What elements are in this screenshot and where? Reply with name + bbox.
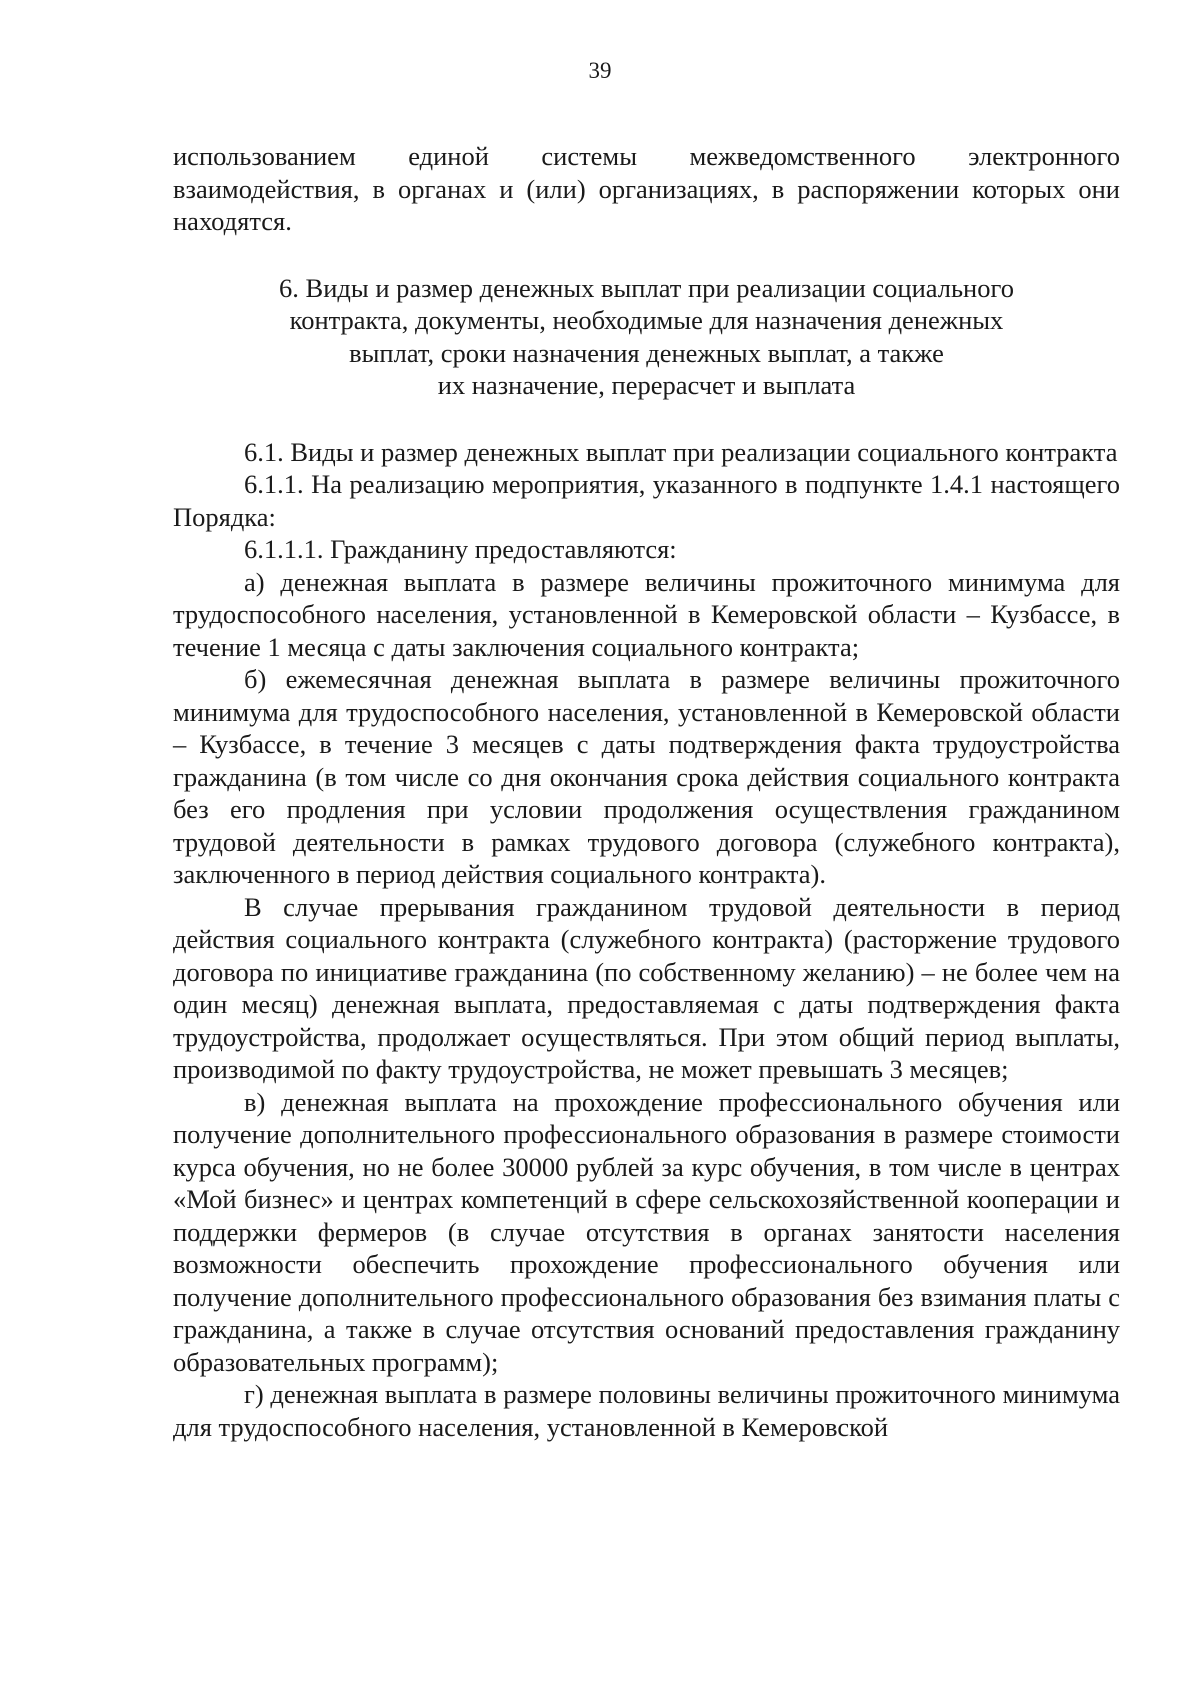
section-heading-line: контракта, документы, необходимые для назначения денежных [289, 305, 1004, 335]
list-item-b: б) ежемесячная денежная выплата в размере величины прожиточного минимума для трудоспособного населения, установленной в Кемеровской области – Кузбассе, в течение 3 месяцев с даты подтверждения факта трудоустройства гражданина (в том числе со дня окончания срока действия социального контракта без его продления при условии продолжения осуществления гражданином трудовой деятельности в рамках трудового договора (служебного контракта), заключенного в период действия социального контракта). [173, 664, 1120, 889]
page-number: 39 [588, 58, 612, 83]
section-heading-line: выплат, сроки назначения денежных выплат, а также [349, 337, 944, 368]
paragraph-6-1-1-1: 6.1.1.1. Гражданину предоставляются: [244, 534, 677, 564]
section-heading-line: их назначение, перерасчет и выплата [437, 370, 856, 400]
list-item-a: а) денежная выплата в размере величины прожиточного минимума для трудоспособного населения, установленной в Кемеровской области – Кузбассе, в течение 1 месяца с даты заключения социального контракта; [173, 566, 1120, 662]
paragraph-6-1-1: 6.1.1. На реализацию мероприятия, указанного в подпункте 1.4.1 настоящего Порядка: [173, 469, 1120, 532]
section-heading-line: 6. Виды и размер денежных выплат при реализации социального [279, 272, 1014, 303]
paragraph-6-1: 6.1. Виды и размер денежных выплат при реализации социального контракта [244, 436, 1118, 467]
intro-paragraph: использованием единой системы межведомственного электронного взаимодействия, в органах и (или) организациях, в распоряжении которых они находятся. [173, 141, 1120, 236]
paragraph-interruption: В случае прерывания гражданином трудовой деятельности в период действия социального контракта (служебного контракта) (расторжение трудового договора по инициативе гражданина (по собственному желанию) – не более чем на один месяц) денежная выплата, предоставляемая с даты подтверждения факта трудоустройства, продолжает осуществляться. При этом общий период выплаты, производимой по факту трудоустройства, не может превышать 3 месяцев; [173, 891, 1120, 1084]
list-item-g: г) денежная выплата в размере половины величины прожиточного минимума для трудоспособного населения, установленной в Кемеровской [173, 1379, 1120, 1442]
section-heading [173, 272, 1120, 402]
document-body [173, 140, 1120, 1443]
list-item-v: в) денежная выплата на прохождение профессионального обучения или получение дополнительного профессионального образования в размере стоимости курса обучения, но не более 30000 рублей за курс обучения, в том числе в центрах «Мой бизнес» и центрах компетенций в сфере сельскохозяйственной кооперации и поддержки фермеров (в случае отсутствия в органах занятости населения возможности обеспечить прохождение профессионального обучения или получение дополнительного профессионального образования без взимания платы с гражданина, а также в случае отсутствия оснований предоставления гражданину образовательных программ); [173, 1086, 1120, 1377]
